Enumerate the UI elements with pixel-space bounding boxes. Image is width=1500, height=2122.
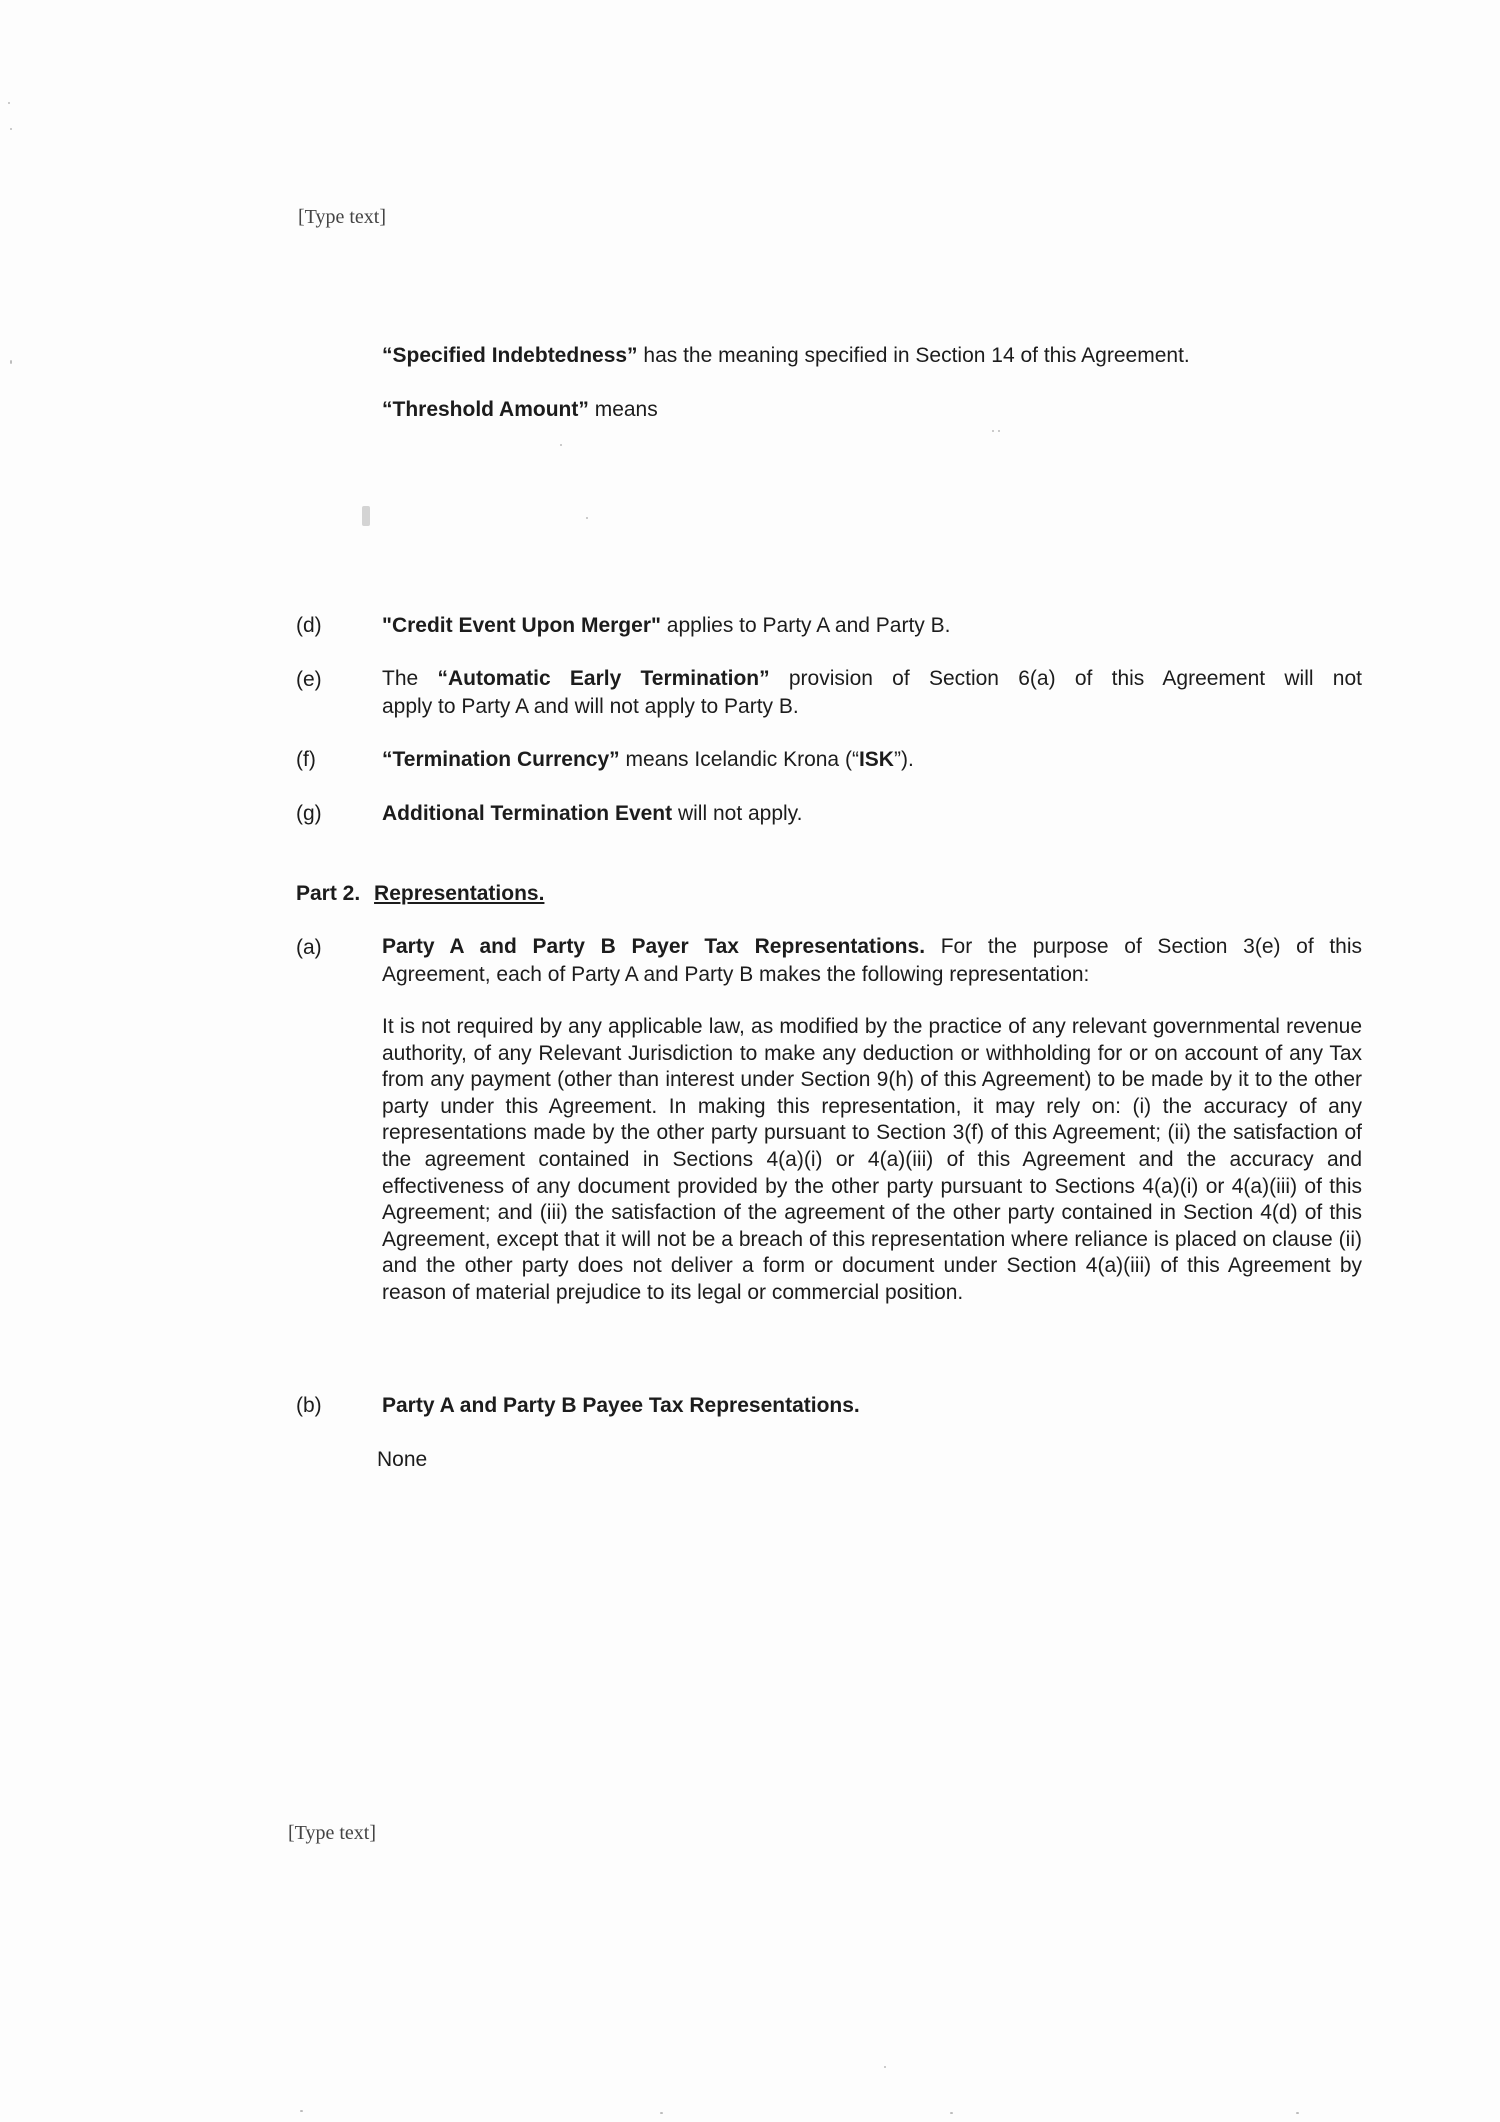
term-additional-termination-event: Additional Termination Event <box>382 802 673 825</box>
heading-payer-tax-representations: Party A and Party B Payer Tax Representations. <box>382 935 926 958</box>
item-e-line1: The “Automatic Early Termination” provision of Section 6(a) of this Agreement will not <box>382 667 1362 690</box>
item-2a-intro-line1: Party A and Party B Payer Tax Representations. For the purpose of Section 3(e) of this <box>382 935 1363 958</box>
scan-speck <box>10 128 12 130</box>
item-label-2b: (b) <box>296 1394 322 1417</box>
payee-tax-representation-body: None <box>377 1448 428 1471</box>
item-label-g: (g) <box>296 802 322 825</box>
scan-smudge <box>362 506 370 526</box>
term-specified-indebtedness: “Specified Indebtedness” <box>382 344 638 367</box>
term-threshold-amount: “Threshold Amount” <box>382 398 589 421</box>
item-e-line2: apply to Party A and will not apply to Party B. <box>382 695 799 718</box>
item-d-text: "Credit Event Upon Merger" applies to Party A and Party B. <box>382 614 951 637</box>
item-label-2a: (a) <box>296 936 322 959</box>
definition-threshold-amount <box>382 396 658 423</box>
definition-text: has the meaning specified in Section 14 of this Agreement. <box>637 344 1190 367</box>
currency-code: ISK <box>858 748 894 771</box>
scan-speck <box>586 517 588 519</box>
scan-speck <box>1296 2112 1299 2114</box>
scan-speck <box>8 102 10 104</box>
scan-speck <box>10 360 12 364</box>
term-termination-currency: “Termination Currency” <box>382 748 620 771</box>
scan-speck <box>992 430 994 432</box>
item-g-text: Additional Termination Event will not apply. <box>382 802 803 825</box>
part2-title: Representations. <box>374 882 545 905</box>
item-2a-intro-line2: Agreement, each of Party A and Party B makes the following representation: <box>382 963 1090 986</box>
part2-heading <box>296 880 544 907</box>
heading-payee-tax-representations: Party A and Party B Payee Tax Representations. <box>382 1394 860 1417</box>
scan-speck <box>560 444 562 446</box>
footer-placeholder: [Type text] <box>288 1822 377 1844</box>
header-placeholder: [Type text] <box>298 206 387 228</box>
part2-label: Part 2. <box>296 882 361 905</box>
scan-speck <box>884 2066 886 2068</box>
item-label-f: (f) <box>296 748 316 771</box>
scan-speck <box>300 2110 303 2112</box>
payer-tax-representation-body: It is not required by any applicable law, as modified by the practice of any relevant governmental revenue authority, of any Relevant Jurisdiction to make any deduction or withholding for or on account of any Tax from any payment (other than interest under Section 9(h) of this Agreement) to be made by it to the other party under this Agreement. In making this representation, it may rely on: (i) the accuracy of any representations made by the other party pursuant to Section 3(f) of this Agreement; (ii) the satisfaction of the agreement contained in Sections 4(a)(i) or 4(a)(iii) of this Agreement and the accuracy and effectiveness of any document provided by the other party pursuant to Sections 4(a)(i) or 4(a)(iii) of this Agreement; and (iii) the satisfaction of the agreement of the other party contained in Section 4(d) of this Agreement, except that it will not be a breach of this representation where reliance is placed on clause (ii) and the other party does not deliver a form or document under Section 4(a)(iii) of this Agreement by reason of material prejudice to its legal or commercial position. <box>382 1015 1362 1304</box>
item-label-e: (e) <box>296 668 322 691</box>
term-credit-event-upon-merger: "Credit Event Upon Merger" <box>382 614 661 637</box>
item-f-text: “Termination Currency” means Icelandic Krona (“ISK”). <box>382 748 914 771</box>
definition-specified-indebtedness <box>382 342 1190 369</box>
scan-speck <box>950 2112 953 2114</box>
term-automatic-early-termination: “Automatic Early Termination” <box>437 667 770 690</box>
scan-speck <box>998 430 1000 432</box>
definition-text: means <box>588 398 658 421</box>
item-label-d: (d) <box>296 614 322 637</box>
scan-speck <box>660 2112 663 2114</box>
